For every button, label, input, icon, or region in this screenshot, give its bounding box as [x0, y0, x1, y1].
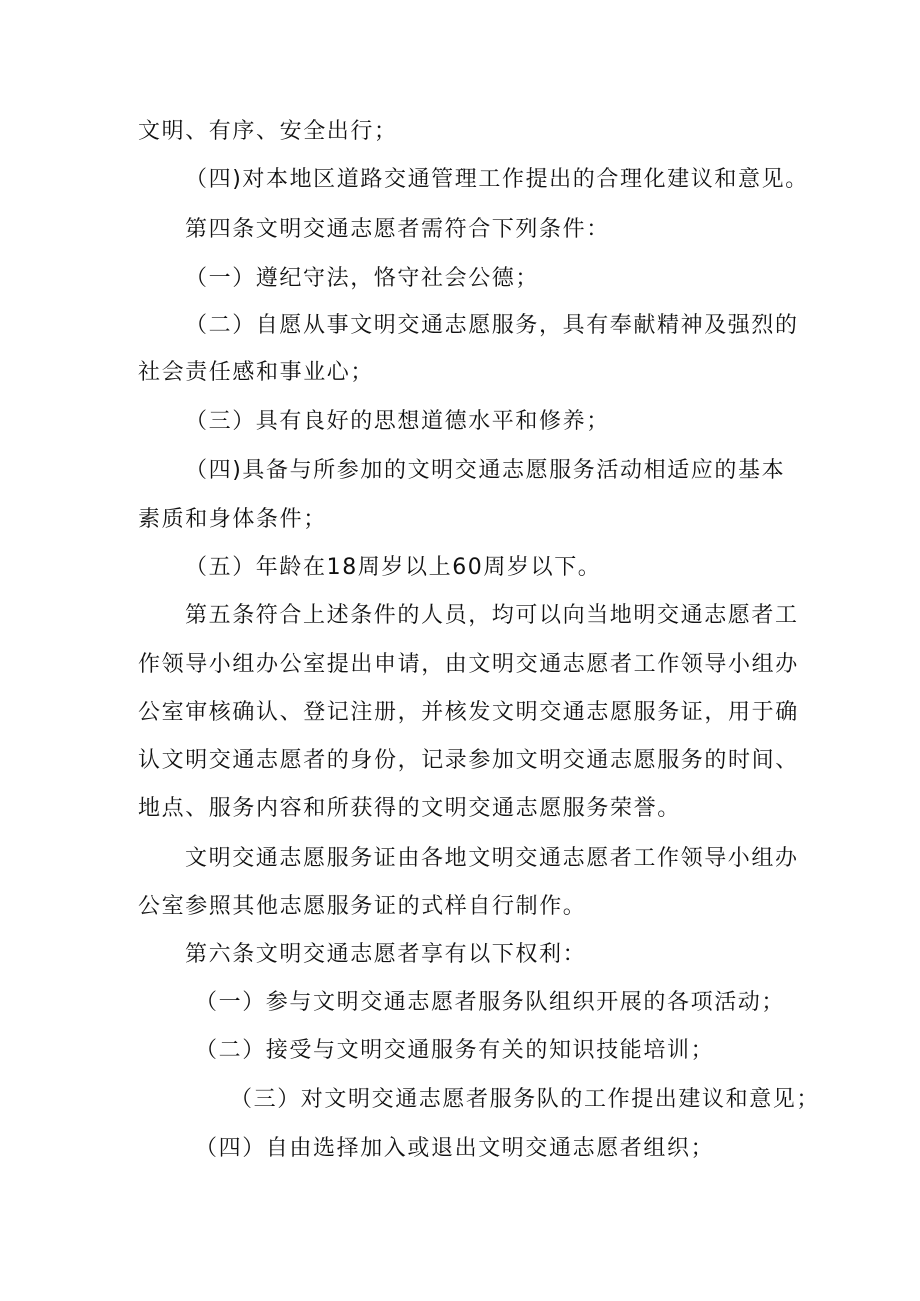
text-line: （四)对本地区道路交通管理工作提出的合理化建议和意见。: [185, 167, 809, 192]
text-line: 第四条文明交通志愿者需符合下列条件：: [185, 217, 610, 242]
text-line: （五）年龄在18周岁以上60周岁以下。: [185, 555, 602, 580]
text-line: （一）参与文明交通志愿者服务队组织开展的各项活动；: [195, 990, 786, 1015]
text-line: （二）自愿从事文明交通志愿服务，具有奉献精神及强烈的: [185, 313, 799, 338]
text-line: （二）接受与文明交通服务有关的知识技能培训；: [195, 1038, 715, 1063]
text-line: （三）具有良好的思想道德水平和修养；: [185, 409, 610, 434]
text-line: （三）对文明交通志愿者服务队的工作提出建议和意见；: [230, 1087, 821, 1112]
text-line: 社会责任感和事业心；: [138, 360, 375, 385]
text-line: 文明、有序、安全出行；: [138, 119, 398, 144]
text-line: 第五条符合上述条件的人员，均可以向当地明交通志愿者工: [185, 603, 799, 628]
text-line: 第六条文明交通志愿者享有以下权利：: [185, 942, 587, 967]
text-line: （一）遵纪守法，恪守社会公德；: [185, 266, 540, 291]
text-line: 素质和身体条件；: [138, 507, 327, 532]
text-line: （四）自由选择加入或退出文明交通志愿者组织；: [195, 1136, 715, 1161]
text-line: 地点、服务内容和所获得的文明交通志愿服务荣誉。: [138, 796, 681, 821]
text-line: 认文明交通志愿者的身份，记录参加文明交通志愿服务的时间、: [138, 748, 799, 773]
text-line: 公室审核确认、登记注册，并核发文明交通志愿服务证，用于确: [138, 700, 799, 725]
text-line: 作领导小组办公室提出申请，由文明交通志愿者工作领导小组办: [138, 652, 799, 677]
text-line: 文明交通志愿服务证由各地文明交通志愿者工作领导小组办: [185, 846, 799, 871]
text-line: 公室参照其他志愿服务证的式样自行制作。: [138, 894, 587, 919]
text-line: （四)具备与所参加的文明交通志愿服务活动相适应的基本: [185, 458, 786, 483]
